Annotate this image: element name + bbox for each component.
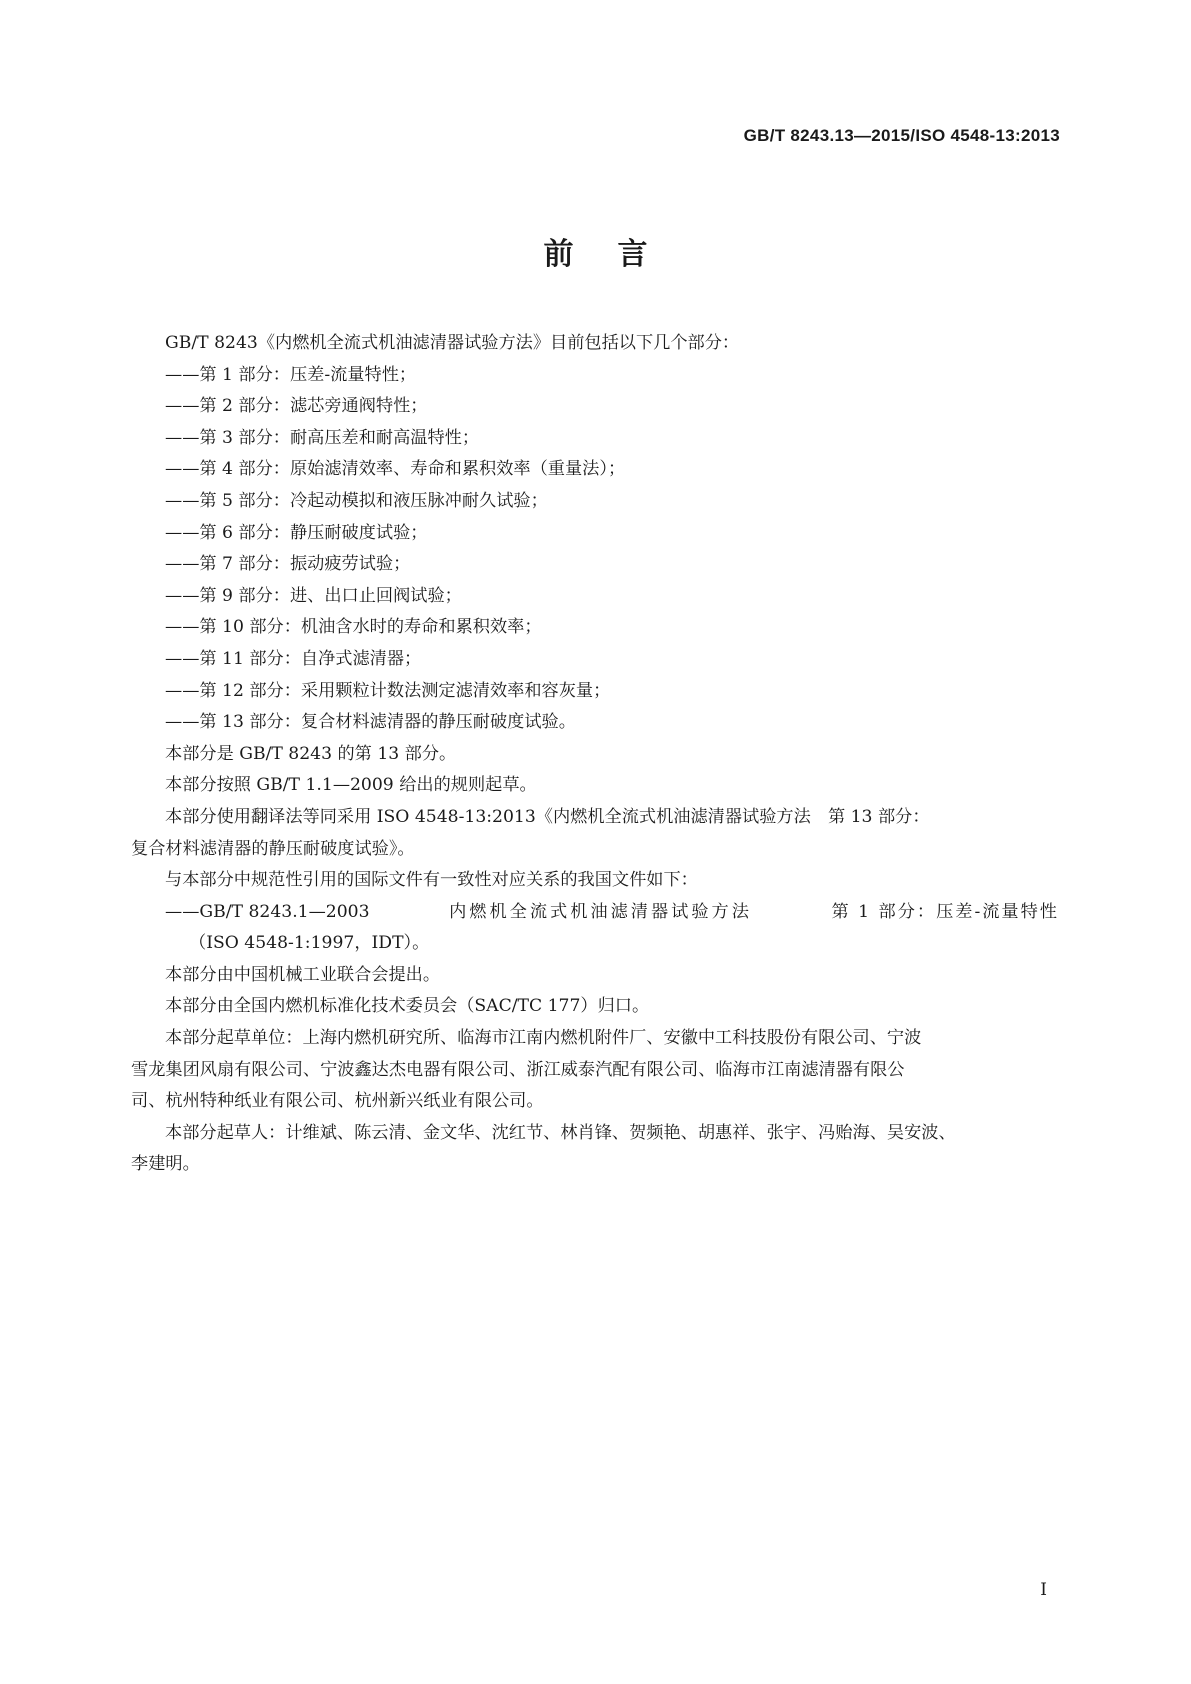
page-number: I (1040, 1580, 1047, 1600)
drafting-units-line3: 司、杭州特种纸业有限公司、杭州新兴纸业有限公司。 (131, 1091, 544, 1112)
centralized-by-paragraph: 本部分由全国内燃机标准化技术委员会（SAC/TC 177）归口。 (165, 996, 650, 1017)
drafting-units-line2: 雪龙集团风扇有限公司、宁波鑫达杰电器有限公司、浙江威泰汽配有限公司、临海市江南滤清器有限公 (131, 1059, 905, 1080)
adoption-paragraph-line1: 本部分使用翻译法等同采用 ISO 4548-13:2013《内燃机全流式机油滤清器试验方法 第 13 部分： (165, 806, 930, 827)
part-item: ——第 13 部分：复合材料滤清器的静压耐破度试验。 (165, 712, 576, 733)
drafting-units-line1: 本部分起草单位：上海内燃机研究所、临海市江南内燃机附件厂、安徽中工科技股份有限公司、宁波 (165, 1028, 922, 1049)
part-item: ——第 6 部分：静压耐破度试验； (165, 522, 428, 543)
drafting-rules-paragraph: 本部分按照 GB/T 1.1—2009 给出的规则起草。 (165, 775, 537, 796)
reference-continuation: （ISO 4548-1:1997，IDT）。 (189, 933, 430, 954)
part-item: ——第 5 部分：冷起动模拟和液压脉冲耐久试验； (165, 490, 548, 511)
part-item: ——第 11 部分：自净式滤清器； (165, 648, 422, 669)
part-item: ——第 1 部分：压差-流量特性； (165, 364, 417, 385)
reference-part: 第 1 部分：压差-流量特性 (831, 901, 1059, 922)
part-item: ——第 2 部分：滤芯旁通阀特性； (165, 396, 428, 417)
foreword-body (131, 328, 1071, 1181)
part-item: ——第 4 部分：原始滤清效率、寿命和累积效率（重量法）； (165, 459, 626, 480)
part-item: ——第 3 部分：耐高压差和耐高温特性； (165, 427, 480, 448)
drafters-line1: 本部分起草人：计维斌、陈云清、金文华、沈红节、林肖锋、贺频艳、胡惠祥、张宇、冯贻海、吴安波、 (165, 1122, 956, 1143)
drafters-line2: 李建明。 (131, 1154, 200, 1175)
part-of-paragraph: 本部分是 GB/T 8243 的第 13 部分。 (165, 743, 457, 764)
reference-title: 内燃机全流式机油滤清器试验方法 (449, 901, 752, 922)
intro-paragraph: GB/T 8243《内燃机全流式机油滤清器试验方法》目前包括以下几个部分： (165, 333, 740, 353)
proposed-by-paragraph: 本部分由中国机械工业联合会提出。 (165, 964, 441, 985)
adoption-paragraph-line2: 复合材料滤清器的静压耐破度试验》。 (131, 838, 415, 859)
part-item: ——第 9 部分：进、出口止回阀试验； (165, 585, 462, 606)
correspondence-paragraph: 与本部分中规范性引用的国际文件有一致性对应关系的我国文件如下： (165, 870, 698, 891)
part-item: ——第 7 部分：振动疲劳试验； (165, 554, 411, 575)
part-item: ——第 10 部分：机油含水时的寿命和累积效率； (165, 617, 542, 638)
standard-number-header: GB/T 8243.13—2015/ISO 4548-13:2013 (743, 126, 1060, 145)
reference-line (131, 897, 1071, 929)
page-title: 前言 (543, 237, 692, 272)
part-item: ——第 12 部分：采用颗粒计数法测定滤清效率和容灰量； (165, 680, 611, 701)
reference-code: ——GB/T 8243.1—2003 (165, 901, 370, 922)
